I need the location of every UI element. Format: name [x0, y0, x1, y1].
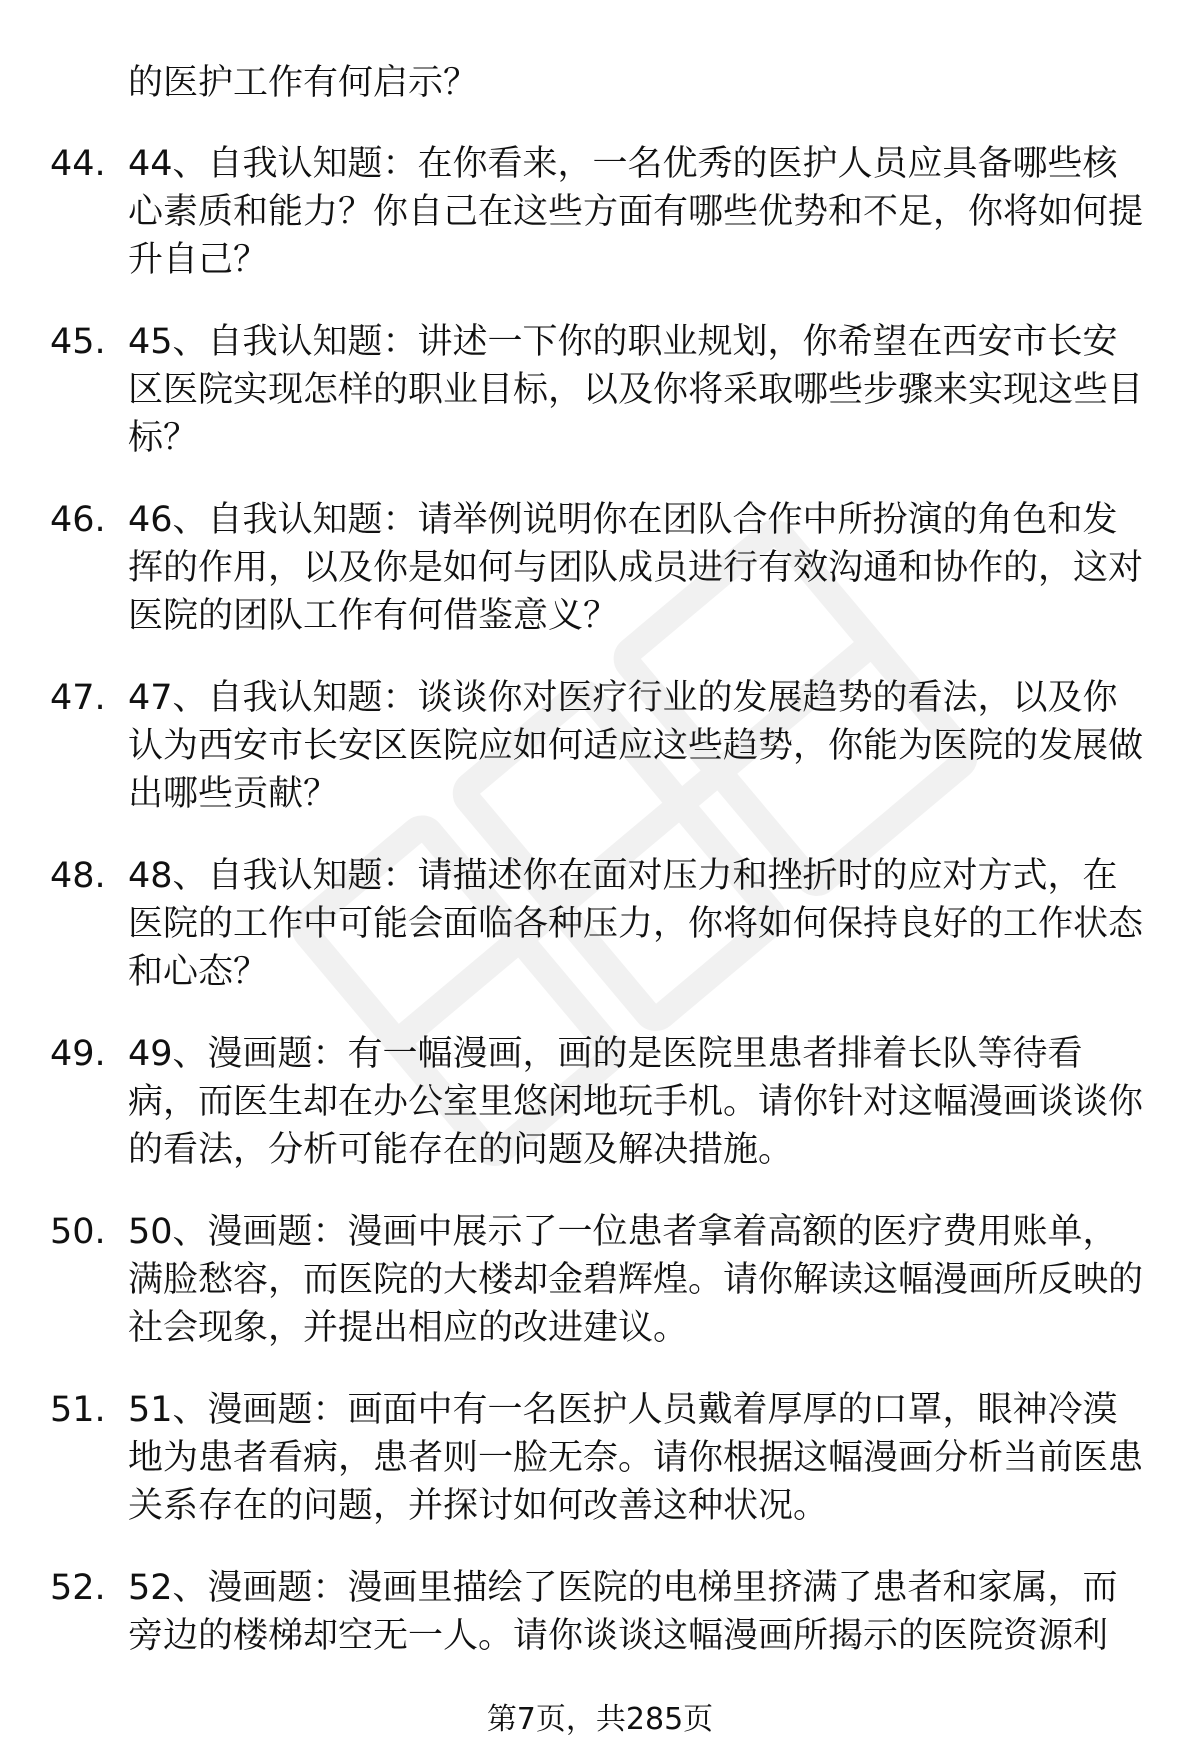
question-list	[0, 140, 1200, 1694]
question-text: 47、自我认知题：谈谈你对医疗行业的发展趋势的看法，以及你认为西安市长安区医院应如何适应这些趋势，你能为医院的发展做出哪些贡献？	[128, 678, 1144, 814]
list-item	[0, 496, 1200, 640]
question-number: 48.	[50, 856, 106, 896]
list-item	[0, 1030, 1200, 1174]
list-item	[0, 1386, 1200, 1530]
question-text: 48、自我认知题：请描述你在面对压力和挫折时的应对方式，在医院的工作中可能会面临各种压力，你将如何保持良好的工作状态和心态？	[128, 856, 1144, 992]
question-text: 44、自我认知题：在你看来，一名优秀的医护人员应具备哪些核心素质和能力？你自己在这些方面有哪些优势和不足，你将如何提升自己？	[128, 144, 1144, 280]
question-number: 49.	[50, 1034, 106, 1074]
list-item	[0, 852, 1200, 996]
question-text: 52、漫画题：漫画里描绘了医院的电梯里挤满了患者和家属，而旁边的楼梯却空无一人。请你谈谈这幅漫画所揭示的医院资源利	[128, 1568, 1118, 1656]
question-text: 51、漫画题：画面中有一名医护人员戴着厚厚的口罩，眼神冷漠地为患者看病，患者则一脸无奈。请你根据这幅漫画分析当前医患关系存在的问题，并探讨如何改善这种状况。	[128, 1390, 1144, 1526]
question-text: 49、漫画题：有一幅漫画，画的是医院里患者排着长队等待看病，而医生却在办公室里悠闲地玩手机。请你针对这幅漫画谈谈你的看法，分析可能存在的问题及解决措施。	[128, 1034, 1144, 1170]
question-number: 46.	[50, 500, 106, 540]
question-number: 50.	[50, 1212, 106, 1252]
list-item	[0, 318, 1200, 462]
list-item	[0, 1564, 1200, 1660]
list-item	[0, 674, 1200, 818]
question-text: 50、漫画题：漫画中展示了一位患者拿着高额的医疗费用账单，满脸愁容，而医院的大楼却金碧辉煌。请你解读这幅漫画所反映的社会现象，并提出相应的改进建议。	[128, 1212, 1144, 1348]
question-number: 51.	[50, 1390, 106, 1430]
question-text: 45、自我认知题：讲述一下你的职业规划，你希望在西安市长安区医院实现怎样的职业目标，以及你将采取哪些步骤来实现这些目标？	[128, 322, 1144, 458]
page-footer: 第7页，共285页	[486, 1702, 714, 1737]
previous-question-tail: 的医护工作有何启示？	[128, 63, 479, 103]
list-item	[0, 140, 1200, 284]
question-number: 45.	[50, 322, 106, 362]
question-number: 52.	[50, 1568, 106, 1608]
list-item	[0, 1208, 1200, 1352]
question-number: 44.	[50, 144, 106, 184]
question-text: 46、自我认知题：请举例说明你在团队合作中所扮演的角色和发挥的作用，以及你是如何与团队成员进行有效沟通和协作的，这对医院的团队工作有何借鉴意义？	[128, 500, 1144, 636]
question-number: 47.	[50, 678, 106, 718]
